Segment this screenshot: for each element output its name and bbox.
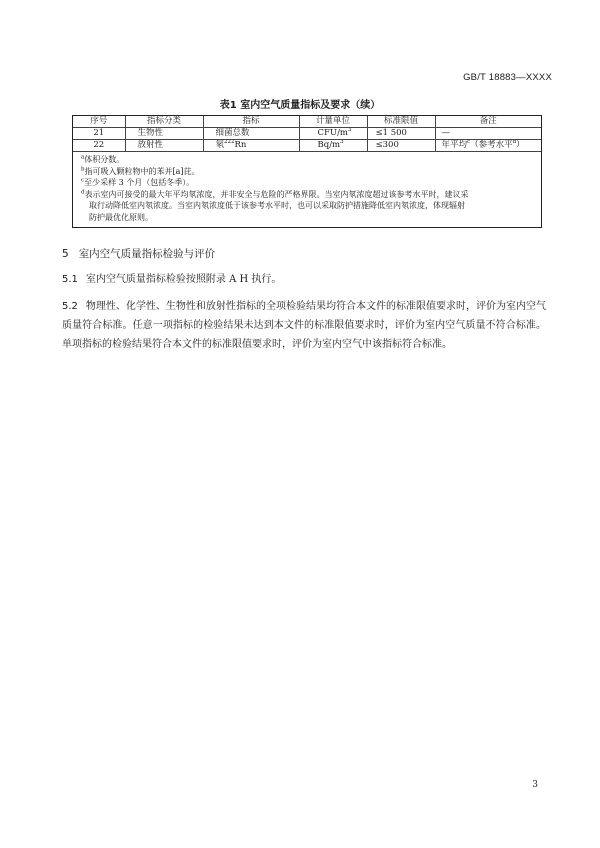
clause-text: 物理性、化学性、生物性和放射性指标的全项检验结果均符合本文件的标准限值要求时，评价为室内空气质量符合标准。任意一项指标的检验结果未达到本文件的标准限值要求时，评价为室内空气质量不符合标准。单项指标的检验结果符合本文件的标准限值要求时，评价为室内空气中该指标符合标准。 [62, 301, 546, 350]
footnote [81, 166, 538, 178]
table-title: 表1 室内空气质量指标及要求（续） [219, 100, 381, 111]
remark-text-end: ） [516, 140, 525, 150]
table-row [73, 128, 541, 140]
table-footnotes [73, 152, 541, 227]
footnote [81, 154, 538, 166]
page-number: 3 [532, 780, 538, 790]
col-header-indicator: 指标 [203, 116, 299, 128]
unit-superscript: 3 [348, 127, 352, 134]
remark-footnote-mark: c [467, 139, 471, 146]
col-header-category: 指标分类 [125, 116, 203, 128]
clause-5-1 [62, 270, 546, 289]
clause-5-2 [62, 297, 546, 354]
cell-no: 21 [73, 128, 125, 140]
isotope-symbol: Rn [234, 140, 247, 150]
table-row [73, 140, 541, 152]
cell-unit [299, 140, 367, 152]
cell-no: 22 [73, 140, 125, 152]
remark-text: 年平均 [441, 140, 468, 150]
footnote-text: 体积分数。 [84, 155, 125, 164]
footnote-text: 指可吸入颗粒物中的苯并[a]芘。 [84, 166, 200, 176]
cell-remark [435, 140, 541, 152]
section-heading [62, 246, 215, 261]
footnote-text: 至少采样 3 个月（包括冬季）。 [84, 178, 195, 187]
footnote-mark: d [81, 188, 85, 195]
unit-superscript: 3 [340, 139, 344, 146]
remark-footnote-mark-2: d [512, 139, 517, 146]
cell-indicator [203, 140, 299, 152]
footnote-text: 表示室内可接受的最大年平均氡浓度，并非安全与危险的严格界限。当室内氡浓度超过该参考水平时，建议采 [84, 189, 469, 199]
footnote-mark: a [81, 154, 85, 161]
cell-category: 放射性 [125, 140, 203, 152]
isotope-superscript: 222 [224, 139, 235, 146]
cell-limit: ≤1 500 [367, 128, 435, 140]
table-header-row [73, 116, 541, 128]
unit-text: Bq/m [317, 140, 341, 150]
footnote-continuation: 取行动降低室内氡浓度。当室内氡浓度低于该参考水平时，也可以采取防护措施降低室内氡浓度，体现辐射 [89, 201, 465, 210]
footnote-continuation: 防护最优化原则。 [89, 212, 153, 222]
cell-category: 生物性 [125, 128, 203, 140]
col-header-unit: 计量单位 [299, 116, 367, 128]
clause-number: 5.2 [62, 301, 78, 312]
section-title: 室内空气质量指标检验与评价 [78, 248, 216, 260]
cell-remark: — [435, 128, 541, 140]
footnote [81, 189, 538, 201]
standard-code: GB/T 18883—XXXX [463, 72, 552, 83]
col-header-limit: 标准限值 [367, 116, 435, 128]
col-header-remark: 备注 [435, 116, 541, 128]
cell-limit: ≤300 [367, 140, 435, 152]
clause-number: 5.1 [62, 274, 78, 285]
clause-text: 室内空气质量指标检验按照附录 A H 执行。 [85, 274, 282, 285]
footnote [81, 177, 538, 189]
cell-unit [299, 128, 367, 140]
remark-text-tail: （参考水平 [470, 140, 513, 150]
section-number: 5 [62, 248, 69, 260]
unit-text: CFU/m [317, 128, 348, 138]
col-header-no: 序号 [73, 116, 125, 128]
footnote-mark: c [81, 177, 85, 184]
footnote-mark: b [81, 165, 85, 172]
indicator-table [72, 115, 542, 228]
indicator-text: 氡 [215, 140, 225, 150]
cell-indicator: 细菌总数 [203, 128, 299, 140]
